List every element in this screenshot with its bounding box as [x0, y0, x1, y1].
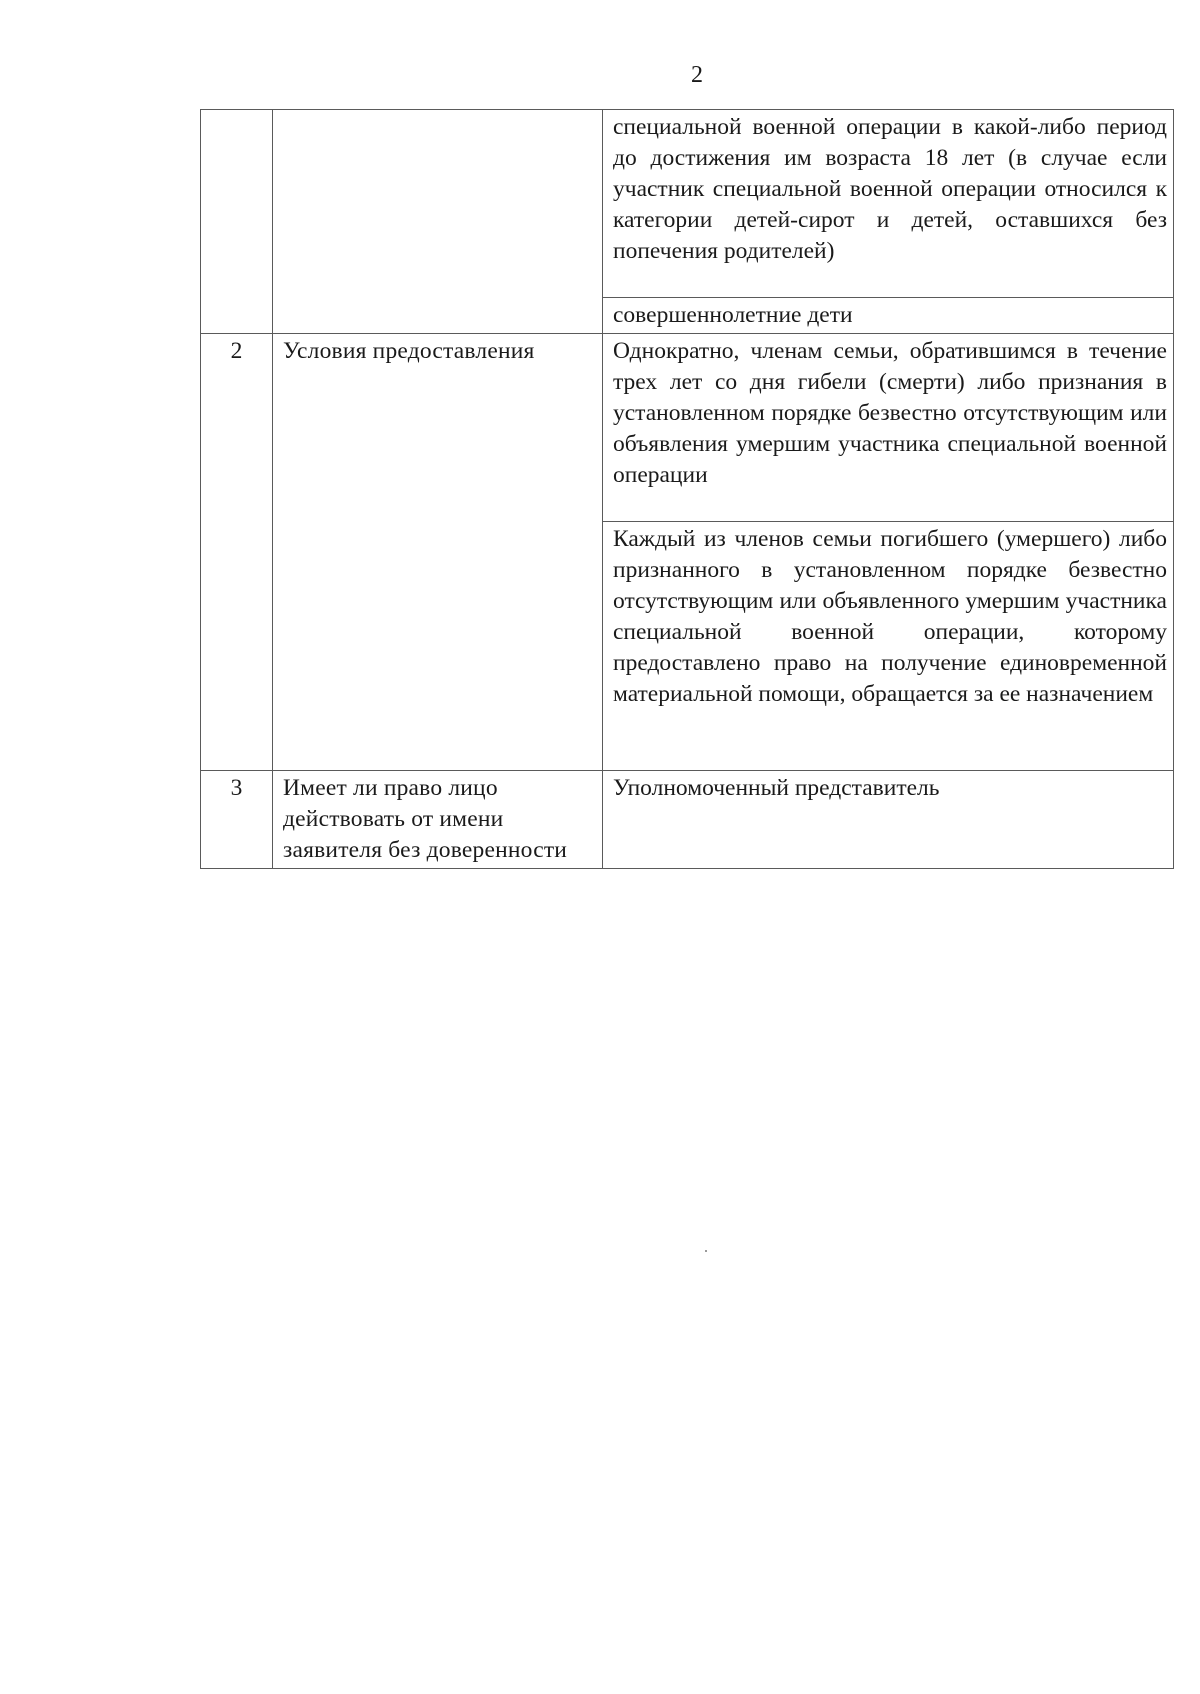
row-value-cell: Уполномоченный представитель: [603, 771, 1174, 869]
table-row: [201, 110, 1174, 298]
row-value-cell: Каждый из членов семьи погибшего (умершего) либо признанного в установленном порядке безвестно отсутствующим или объявленного умершим участника специальной военной операции, которому предоставлено право на получение единовременной материальной помощи, обращается за ее назначением: [603, 522, 1174, 771]
table-row: [201, 334, 1174, 522]
row-value-cell: специальной военной операции в какой-либо период до достижения им возраста 18 лет (в случае если участник специальной военной операции относился к категории детей-сирот и детей, оставшихся без попечения родителей): [603, 110, 1174, 298]
table-row: [201, 771, 1174, 869]
row-name-cell: Условия предоставления: [273, 334, 603, 771]
row-number-cell: 3: [201, 771, 273, 869]
row-name-cell: [273, 110, 603, 334]
row-number-cell: [201, 110, 273, 334]
document-table: [200, 109, 1174, 869]
row-number-cell: 2: [201, 334, 273, 771]
row-name-cell: Имеет ли право лицо действовать от имени заявителя без доверенности: [273, 771, 603, 869]
scan-speck: [705, 1250, 707, 1252]
row-value-cell: Однократно, членам семьи, обратившимся в течение трех лет со дня гибели (смерти) либо признания в установленном порядке безвестно отсутствующим или объявления умершим участника специальной военной операции: [603, 334, 1174, 522]
page-number: 2: [691, 62, 703, 88]
row-value-cell: совершеннолетние дети: [603, 298, 1174, 334]
